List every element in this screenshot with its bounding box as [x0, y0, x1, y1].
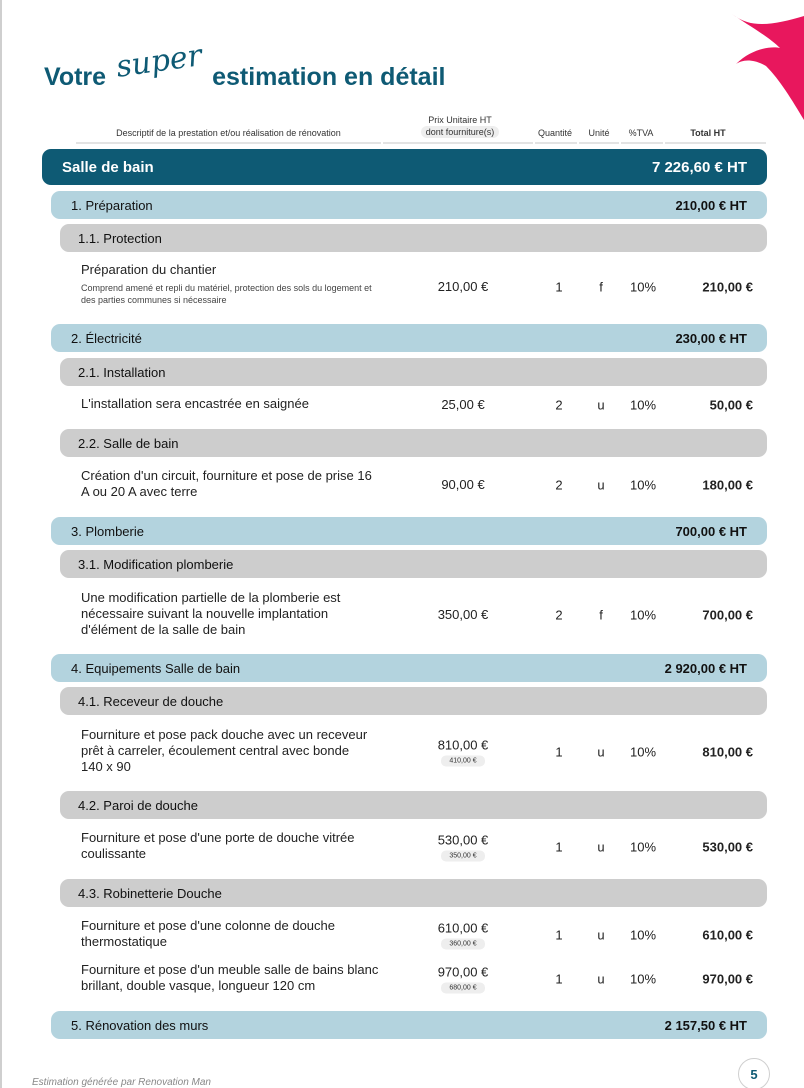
col-unit: Unité: [588, 128, 610, 138]
title-script-word: super: [114, 38, 205, 85]
subsection-label: 3.1. Modification plomberie: [78, 556, 234, 572]
item-unit: u: [597, 927, 605, 943]
item-tva: 10%: [629, 971, 657, 987]
item-tva: 10%: [629, 744, 657, 760]
col-price-label: Prix Unitaire HT: [428, 115, 492, 125]
subsection-header: [60, 429, 767, 457]
room-total: 7 226,60 € HT: [651, 158, 747, 176]
section-label: 4. Equipements Salle de bain: [71, 660, 241, 676]
line-item: [81, 590, 753, 640]
section-amount: 2 157,50 € HT: [664, 1017, 747, 1033]
column-headers: [76, 112, 766, 144]
item-total: 210,00 €: [702, 279, 753, 295]
subsection-header: [60, 791, 767, 819]
item-total: 180,00 €: [702, 477, 753, 493]
item-description-block: [81, 396, 401, 412]
subsection-label: 4.3. Robinetterie Douche: [78, 885, 222, 901]
page-number: 5: [738, 1058, 770, 1088]
subsection-header: [60, 358, 767, 386]
item-quantity: 1: [555, 839, 563, 855]
section-label: 1. Préparation: [71, 197, 153, 213]
item-description: Fourniture et pose pack douche avec un receveur prêt à carreler, écoulement central avec bonde 140 x 90: [81, 727, 368, 774]
item-unit: f: [599, 279, 603, 295]
item-price: 210,00 €: [437, 279, 489, 294]
subsection-label: 4.1. Receveur de douche: [78, 693, 224, 709]
section-header: [51, 517, 767, 545]
room-name: Salle de bain: [62, 158, 154, 176]
item-unit: u: [597, 971, 605, 987]
item-description-block: [81, 830, 381, 862]
section-label: 5. Rénovation des murs: [71, 1017, 209, 1033]
item-price: 25,00 €: [441, 397, 485, 412]
item-price-block: [415, 965, 511, 994]
section-header: [51, 191, 767, 219]
item-unit: u: [597, 397, 605, 413]
item-price: 970,00 €: [437, 964, 489, 980]
col-quantity: Quantité: [537, 128, 573, 138]
item-description: Fourniture et pose d'une colonne de douche thermostatique: [81, 918, 336, 949]
section-label: 2. Électricité: [71, 330, 142, 346]
section-header: [51, 1011, 767, 1039]
item-unit: u: [597, 477, 605, 493]
item-description-block: [81, 962, 381, 994]
item-unit: u: [597, 744, 605, 760]
item-unit: u: [597, 839, 605, 855]
line-item: [81, 727, 753, 777]
section-label: 3. Plomberie: [71, 523, 144, 539]
item-total: 530,00 €: [702, 839, 753, 855]
item-price-block: [415, 833, 511, 862]
item-quantity: 2: [555, 397, 563, 413]
col-description: Descriptif de la prestation et/ou réalisation de rénovation: [116, 128, 341, 138]
item-total: 810,00 €: [702, 744, 753, 760]
title-suffix: estimation en détail: [212, 63, 446, 91]
item-price: 350,00 €: [437, 607, 489, 622]
page-title: [44, 38, 446, 93]
item-description-block: [81, 468, 381, 500]
item-supply-price: 350,00 €: [441, 851, 485, 862]
item-description: Création d'un circuit, fourniture et pose de prise 16 A ou 20 A avec terre: [81, 468, 372, 499]
item-description: L'installation sera encastrée en saignée: [81, 396, 309, 411]
item-price: 610,00 €: [437, 920, 489, 936]
item-description: Fourniture et pose d'une porte de douche vitrée coulissante: [81, 830, 355, 861]
col-rule: [535, 142, 577, 144]
subsection-header: [60, 224, 767, 252]
decorative-shape: [732, 0, 804, 120]
col-total: Total HT: [690, 128, 726, 138]
line-item: [81, 262, 753, 312]
line-item: [81, 396, 753, 414]
subsection-label: 1.1. Protection: [78, 230, 162, 246]
item-price-block: [415, 738, 511, 767]
col-rule: [76, 142, 381, 144]
subsection-header: [60, 879, 767, 907]
item-price: 530,00 €: [437, 832, 489, 848]
item-supply-price: 410,00 €: [441, 756, 485, 767]
item-total: 610,00 €: [702, 927, 753, 943]
item-quantity: 1: [555, 744, 563, 760]
item-total: 50,00 €: [709, 397, 753, 413]
item-quantity: 2: [555, 477, 563, 493]
section-amount: 210,00 € HT: [675, 197, 747, 213]
line-item: [81, 962, 753, 996]
col-rule: [665, 142, 766, 144]
item-price: 810,00 €: [437, 737, 489, 753]
item-tva: 10%: [629, 839, 657, 855]
footer-text: Estimation générée par Renovation Man: [32, 1077, 211, 1088]
section-header: [51, 654, 767, 682]
item-tva: 10%: [629, 397, 657, 413]
item-details: Comprend amené et repli du matériel, protection des sols du logement et des parties communes si nécessaire: [81, 283, 372, 305]
col-tva: %TVA: [628, 128, 654, 138]
item-description-block: [81, 590, 381, 638]
subsection-label: 2.1. Installation: [78, 364, 166, 380]
section-amount: 700,00 € HT: [675, 523, 747, 539]
subsection-label: 4.2. Paroi de douche: [78, 797, 198, 813]
item-quantity: 2: [555, 607, 563, 623]
item-description-block: [81, 727, 371, 775]
section-amount: 230,00 € HT: [675, 330, 747, 346]
col-rule: [579, 142, 619, 144]
item-total: 700,00 €: [702, 607, 753, 623]
item-supply-price: 360,00 €: [441, 939, 485, 950]
subsection-label: 2.2. Salle de bain: [78, 435, 179, 451]
line-item: [81, 468, 753, 502]
item-description: Une modification partielle de la plomberie est nécessaire suivant la nouvelle implantation d'élément de la salle de bain: [81, 590, 341, 637]
item-description: Fourniture et pose d'un meuble salle de bains blanc brillant, double vasque, longueur 120 cm: [81, 962, 379, 993]
item-description-block: [81, 262, 381, 306]
item-tva: 10%: [629, 279, 657, 295]
item-quantity: 1: [555, 927, 563, 943]
col-price-sub: dont fourniture(s): [421, 126, 500, 138]
page-edge: [0, 0, 2, 1088]
item-unit: f: [599, 607, 603, 623]
item-description: Préparation du chantier: [81, 262, 217, 277]
line-item: [81, 830, 753, 864]
item-description-block: [81, 918, 381, 950]
item-total: 970,00 €: [702, 971, 753, 987]
subsection-header: [60, 687, 767, 715]
item-tva: 10%: [629, 607, 657, 623]
line-item: [81, 918, 753, 952]
subsection-header: [60, 550, 767, 578]
title-prefix: Votre: [44, 63, 107, 91]
item-price: 90,00 €: [441, 477, 485, 492]
item-supply-price: 680,00 €: [441, 983, 485, 994]
col-rule: [621, 142, 663, 144]
item-tva: 10%: [629, 927, 657, 943]
item-quantity: 1: [555, 971, 563, 987]
col-rule: [383, 142, 533, 144]
section-amount: 2 920,00 € HT: [664, 660, 747, 676]
item-price-block: [415, 921, 511, 950]
section-header: [51, 324, 767, 352]
col-price: [412, 114, 508, 138]
item-tva: 10%: [629, 477, 657, 493]
item-quantity: 1: [555, 279, 563, 295]
room-header: [42, 149, 767, 185]
